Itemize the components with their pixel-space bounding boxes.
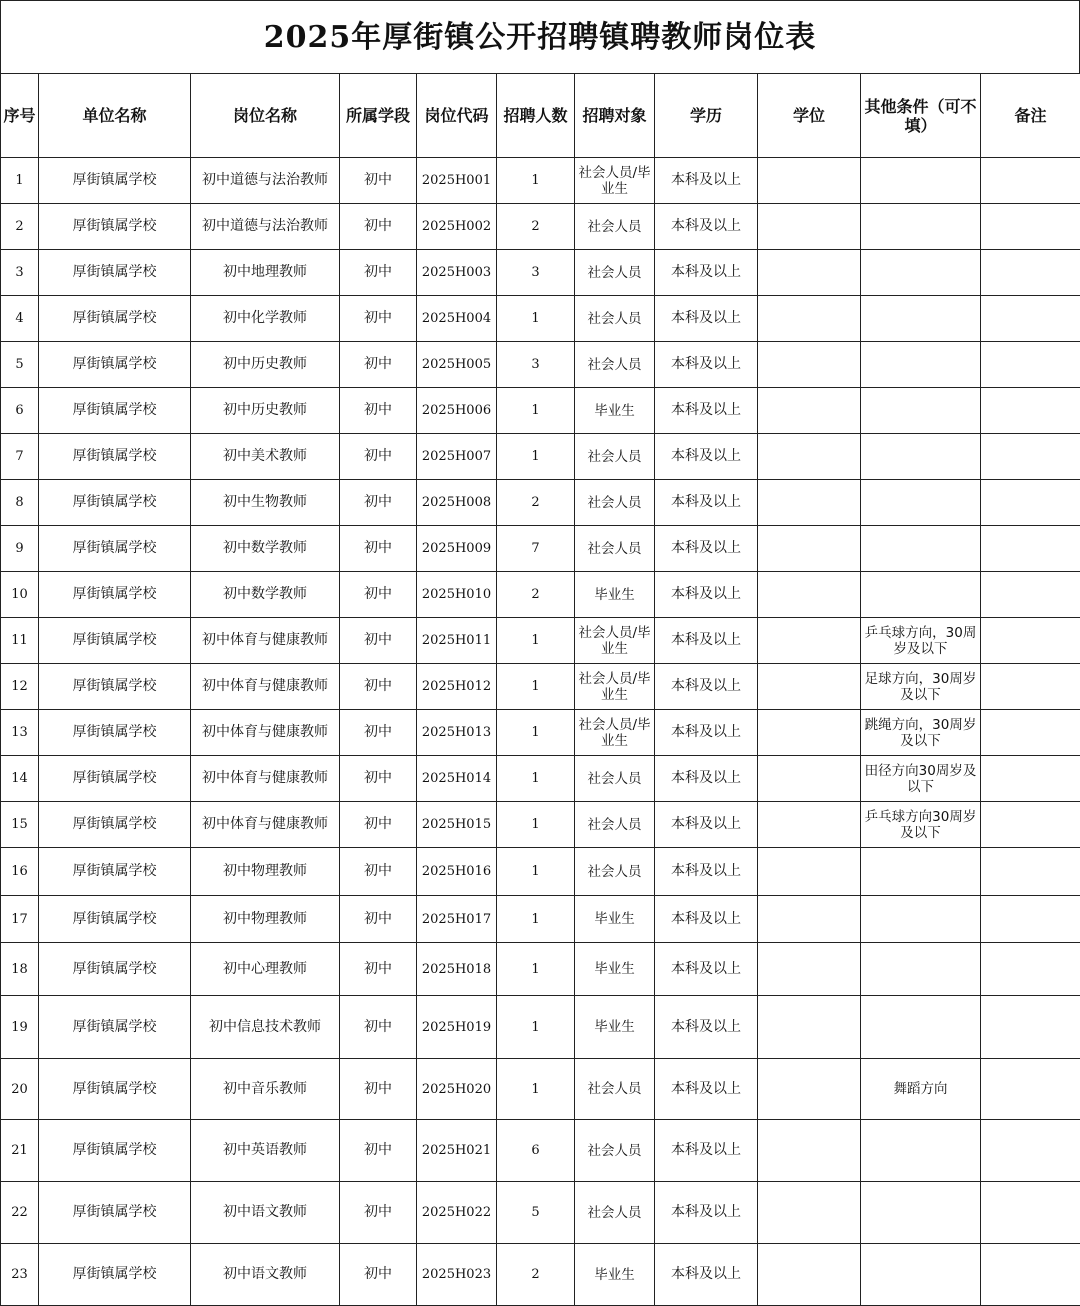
cell-note [981, 1120, 1080, 1182]
cell-education: 本科及以上 [655, 1244, 758, 1306]
cell-unit: 厚街镇属学校 [39, 848, 191, 896]
cell-note [981, 710, 1080, 756]
table-row [1, 158, 1080, 204]
cell-unit: 厚街镇属学校 [39, 1059, 191, 1120]
col-header-degree: 学位 [758, 74, 861, 158]
cell-position: 初中数学教师 [191, 572, 340, 618]
cell-degree [758, 342, 861, 388]
cell-count: 1 [497, 434, 575, 480]
cell-other [861, 526, 981, 572]
cell-position: 初中英语教师 [191, 1120, 340, 1182]
cell-stage: 初中 [340, 802, 417, 848]
cell-other [861, 250, 981, 296]
col-header-code: 岗位代码 [417, 74, 497, 158]
cell-education: 本科及以上 [655, 480, 758, 526]
cell-target: 社会人员 [575, 296, 655, 342]
cell-degree [758, 943, 861, 996]
cell-note [981, 480, 1080, 526]
cell-other [861, 158, 981, 204]
cell-target: 社会人员 [575, 526, 655, 572]
cell-seq: 8 [1, 480, 39, 526]
cell-unit: 厚街镇属学校 [39, 250, 191, 296]
cell-position: 初中美术教师 [191, 434, 340, 480]
cell-unit: 厚街镇属学校 [39, 618, 191, 664]
table-row [1, 943, 1080, 996]
cell-count: 2 [497, 480, 575, 526]
cell-unit: 厚街镇属学校 [39, 296, 191, 342]
cell-code: 2025H002 [417, 204, 497, 250]
cell-code: 2025H018 [417, 943, 497, 996]
cell-position: 初中心理教师 [191, 943, 340, 996]
cell-seq: 6 [1, 388, 39, 434]
table-row [1, 664, 1080, 710]
cell-other [861, 1182, 981, 1244]
cell-position: 初中地理教师 [191, 250, 340, 296]
cell-count: 2 [497, 572, 575, 618]
cell-count: 1 [497, 158, 575, 204]
cell-position: 初中道德与法治教师 [191, 204, 340, 250]
cell-other: 舞蹈方向 [861, 1059, 981, 1120]
cell-count: 1 [497, 943, 575, 996]
cell-count: 1 [497, 756, 575, 802]
cell-count: 3 [497, 250, 575, 296]
cell-other [861, 1244, 981, 1306]
cell-education: 本科及以上 [655, 710, 758, 756]
cell-position: 初中历史教师 [191, 388, 340, 434]
cell-note [981, 158, 1080, 204]
cell-unit: 厚街镇属学校 [39, 943, 191, 996]
cell-target: 社会人员 [575, 756, 655, 802]
cell-degree [758, 848, 861, 896]
cell-other [861, 296, 981, 342]
cell-code: 2025H020 [417, 1059, 497, 1120]
cell-degree [758, 756, 861, 802]
cell-seq: 21 [1, 1120, 39, 1182]
cell-position: 初中信息技术教师 [191, 996, 340, 1059]
cell-seq: 1 [1, 158, 39, 204]
cell-note [981, 204, 1080, 250]
cell-target: 社会人员 [575, 204, 655, 250]
cell-note [981, 664, 1080, 710]
cell-code: 2025H005 [417, 342, 497, 388]
cell-unit: 厚街镇属学校 [39, 526, 191, 572]
cell-position: 初中音乐教师 [191, 1059, 340, 1120]
cell-position: 初中体育与健康教师 [191, 802, 340, 848]
table-row [1, 1182, 1080, 1244]
positions-table [0, 73, 1080, 1306]
cell-seq: 7 [1, 434, 39, 480]
cell-target: 毕业生 [575, 943, 655, 996]
cell-count: 1 [497, 896, 575, 943]
cell-unit: 厚街镇属学校 [39, 996, 191, 1059]
cell-code: 2025H012 [417, 664, 497, 710]
cell-degree [758, 896, 861, 943]
cell-other: 乒乓球方向，30周岁及以下 [861, 618, 981, 664]
table-row [1, 388, 1080, 434]
cell-target: 毕业生 [575, 996, 655, 1059]
cell-unit: 厚街镇属学校 [39, 480, 191, 526]
cell-count: 1 [497, 664, 575, 710]
cell-code: 2025H006 [417, 388, 497, 434]
cell-degree [758, 296, 861, 342]
cell-code: 2025H023 [417, 1244, 497, 1306]
cell-note [981, 434, 1080, 480]
cell-target: 社会人员 [575, 480, 655, 526]
cell-unit: 厚街镇属学校 [39, 896, 191, 943]
table-row [1, 848, 1080, 896]
cell-count: 1 [497, 848, 575, 896]
cell-seq: 17 [1, 896, 39, 943]
cell-count: 2 [497, 1244, 575, 1306]
cell-education: 本科及以上 [655, 996, 758, 1059]
cell-unit: 厚街镇属学校 [39, 434, 191, 480]
cell-other [861, 996, 981, 1059]
cell-stage: 初中 [340, 1120, 417, 1182]
cell-position: 初中化学教师 [191, 296, 340, 342]
page-title: 2025年厚街镇公开招聘镇聘教师岗位表 [0, 0, 1080, 73]
table-row [1, 802, 1080, 848]
cell-unit: 厚街镇属学校 [39, 1244, 191, 1306]
cell-education: 本科及以上 [655, 204, 758, 250]
table-row [1, 710, 1080, 756]
cell-target: 社会人员/毕业生 [575, 618, 655, 664]
col-header-target: 招聘对象 [575, 74, 655, 158]
cell-seq: 18 [1, 943, 39, 996]
cell-education: 本科及以上 [655, 896, 758, 943]
cell-education: 本科及以上 [655, 618, 758, 664]
cell-code: 2025H001 [417, 158, 497, 204]
cell-other [861, 434, 981, 480]
cell-target: 社会人员 [575, 434, 655, 480]
cell-note [981, 802, 1080, 848]
table-row [1, 250, 1080, 296]
cell-other: 跳绳方向，30周岁及以下 [861, 710, 981, 756]
cell-count: 1 [497, 802, 575, 848]
table-row [1, 434, 1080, 480]
cell-count: 6 [497, 1120, 575, 1182]
cell-unit: 厚街镇属学校 [39, 572, 191, 618]
cell-stage: 初中 [340, 710, 417, 756]
cell-code: 2025H015 [417, 802, 497, 848]
cell-count: 1 [497, 996, 575, 1059]
cell-target: 社会人员/毕业生 [575, 158, 655, 204]
cell-position: 初中语文教师 [191, 1182, 340, 1244]
col-header-count: 招聘人数 [497, 74, 575, 158]
cell-other [861, 1120, 981, 1182]
cell-count: 1 [497, 296, 575, 342]
cell-education: 本科及以上 [655, 1182, 758, 1244]
cell-count: 5 [497, 1182, 575, 1244]
cell-code: 2025H010 [417, 572, 497, 618]
cell-stage: 初中 [340, 996, 417, 1059]
cell-position: 初中数学教师 [191, 526, 340, 572]
cell-seq: 19 [1, 996, 39, 1059]
cell-education: 本科及以上 [655, 1120, 758, 1182]
cell-unit: 厚街镇属学校 [39, 664, 191, 710]
cell-other: 乒乓球方向30周岁及以下 [861, 802, 981, 848]
col-header-position: 岗位名称 [191, 74, 340, 158]
cell-target: 社会人员/毕业生 [575, 710, 655, 756]
table-row [1, 204, 1080, 250]
cell-position: 初中物理教师 [191, 848, 340, 896]
table-row [1, 618, 1080, 664]
cell-education: 本科及以上 [655, 802, 758, 848]
cell-stage: 初中 [340, 250, 417, 296]
cell-degree [758, 480, 861, 526]
cell-other [861, 943, 981, 996]
table-row [1, 996, 1080, 1059]
table-row [1, 1059, 1080, 1120]
col-header-stage: 所属学段 [340, 74, 417, 158]
cell-code: 2025H009 [417, 526, 497, 572]
cell-position: 初中体育与健康教师 [191, 756, 340, 802]
cell-stage: 初中 [340, 848, 417, 896]
cell-education: 本科及以上 [655, 388, 758, 434]
cell-seq: 14 [1, 756, 39, 802]
cell-education: 本科及以上 [655, 1059, 758, 1120]
cell-position: 初中语文教师 [191, 1244, 340, 1306]
cell-unit: 厚街镇属学校 [39, 756, 191, 802]
cell-count: 1 [497, 710, 575, 756]
cell-education: 本科及以上 [655, 296, 758, 342]
cell-target: 毕业生 [575, 1244, 655, 1306]
cell-note [981, 526, 1080, 572]
cell-code: 2025H017 [417, 896, 497, 943]
cell-unit: 厚街镇属学校 [39, 158, 191, 204]
cell-seq: 20 [1, 1059, 39, 1120]
cell-position: 初中物理教师 [191, 896, 340, 943]
cell-note [981, 896, 1080, 943]
cell-note [981, 572, 1080, 618]
cell-stage: 初中 [340, 943, 417, 996]
cell-degree [758, 204, 861, 250]
cell-position: 初中体育与健康教师 [191, 618, 340, 664]
cell-position: 初中体育与健康教师 [191, 664, 340, 710]
col-header-seq: 序号 [1, 74, 39, 158]
cell-degree [758, 1182, 861, 1244]
cell-education: 本科及以上 [655, 756, 758, 802]
cell-target: 社会人员 [575, 848, 655, 896]
table-row [1, 1120, 1080, 1182]
col-header-other: 其他条件（可不填） [861, 74, 981, 158]
cell-position: 初中生物教师 [191, 480, 340, 526]
cell-education: 本科及以上 [655, 526, 758, 572]
table-row [1, 1244, 1080, 1306]
cell-code: 2025H013 [417, 710, 497, 756]
cell-seq: 15 [1, 802, 39, 848]
col-header-unit: 单位名称 [39, 74, 191, 158]
cell-other [861, 896, 981, 943]
cell-stage: 初中 [340, 572, 417, 618]
cell-unit: 厚街镇属学校 [39, 802, 191, 848]
cell-note [981, 250, 1080, 296]
cell-target: 社会人员 [575, 802, 655, 848]
cell-degree [758, 434, 861, 480]
cell-count: 7 [497, 526, 575, 572]
cell-seq: 11 [1, 618, 39, 664]
cell-target: 社会人员 [575, 342, 655, 388]
table-row [1, 480, 1080, 526]
cell-code: 2025H016 [417, 848, 497, 896]
cell-code: 2025H014 [417, 756, 497, 802]
cell-target: 社会人员/毕业生 [575, 664, 655, 710]
cell-education: 本科及以上 [655, 434, 758, 480]
cell-degree [758, 250, 861, 296]
cell-code: 2025H021 [417, 1120, 497, 1182]
cell-stage: 初中 [340, 342, 417, 388]
cell-target: 社会人员 [575, 1059, 655, 1120]
cell-note [981, 943, 1080, 996]
cell-code: 2025H022 [417, 1182, 497, 1244]
cell-note [981, 848, 1080, 896]
table-body [1, 158, 1080, 1306]
cell-unit: 厚街镇属学校 [39, 1182, 191, 1244]
cell-seq: 16 [1, 848, 39, 896]
cell-seq: 4 [1, 296, 39, 342]
cell-stage: 初中 [340, 896, 417, 943]
cell-stage: 初中 [340, 1182, 417, 1244]
cell-degree [758, 1059, 861, 1120]
cell-degree [758, 664, 861, 710]
table-row [1, 526, 1080, 572]
cell-degree [758, 572, 861, 618]
cell-unit: 厚街镇属学校 [39, 710, 191, 756]
cell-seq: 2 [1, 204, 39, 250]
cell-education: 本科及以上 [655, 250, 758, 296]
table-row [1, 756, 1080, 802]
cell-position: 初中体育与健康教师 [191, 710, 340, 756]
cell-count: 1 [497, 388, 575, 434]
cell-code: 2025H004 [417, 296, 497, 342]
cell-degree [758, 802, 861, 848]
cell-degree [758, 710, 861, 756]
cell-note [981, 618, 1080, 664]
cell-target: 毕业生 [575, 388, 655, 434]
cell-stage: 初中 [340, 1244, 417, 1306]
cell-seq: 9 [1, 526, 39, 572]
cell-unit: 厚街镇属学校 [39, 1120, 191, 1182]
col-header-education: 学历 [655, 74, 758, 158]
table-row [1, 296, 1080, 342]
cell-other [861, 342, 981, 388]
cell-position: 初中道德与法治教师 [191, 158, 340, 204]
cell-code: 2025H019 [417, 996, 497, 1059]
cell-seq: 5 [1, 342, 39, 388]
cell-stage: 初中 [340, 480, 417, 526]
cell-other [861, 572, 981, 618]
cell-degree [758, 618, 861, 664]
cell-education: 本科及以上 [655, 848, 758, 896]
cell-stage: 初中 [340, 756, 417, 802]
cell-target: 社会人员 [575, 250, 655, 296]
cell-stage: 初中 [340, 664, 417, 710]
cell-note [981, 388, 1080, 434]
cell-stage: 初中 [340, 388, 417, 434]
cell-count: 1 [497, 618, 575, 664]
cell-stage: 初中 [340, 1059, 417, 1120]
cell-code: 2025H011 [417, 618, 497, 664]
cell-note [981, 342, 1080, 388]
cell-stage: 初中 [340, 296, 417, 342]
cell-count: 1 [497, 1059, 575, 1120]
cell-degree [758, 996, 861, 1059]
cell-note [981, 756, 1080, 802]
cell-unit: 厚街镇属学校 [39, 204, 191, 250]
cell-note [981, 296, 1080, 342]
table-row [1, 896, 1080, 943]
table-row [1, 572, 1080, 618]
cell-stage: 初中 [340, 434, 417, 480]
cell-note [981, 1059, 1080, 1120]
cell-other [861, 388, 981, 434]
table-row [1, 342, 1080, 388]
col-header-note: 备注 [981, 74, 1080, 158]
cell-code: 2025H008 [417, 480, 497, 526]
cell-target: 毕业生 [575, 572, 655, 618]
cell-education: 本科及以上 [655, 158, 758, 204]
cell-code: 2025H003 [417, 250, 497, 296]
cell-education: 本科及以上 [655, 342, 758, 388]
cell-other: 田径方向30周岁及以下 [861, 756, 981, 802]
cell-seq: 23 [1, 1244, 39, 1306]
cell-seq: 22 [1, 1182, 39, 1244]
cell-stage: 初中 [340, 618, 417, 664]
cell-degree [758, 1244, 861, 1306]
cell-stage: 初中 [340, 204, 417, 250]
header-row [1, 74, 1080, 158]
cell-count: 2 [497, 204, 575, 250]
cell-education: 本科及以上 [655, 943, 758, 996]
cell-code: 2025H007 [417, 434, 497, 480]
cell-seq: 10 [1, 572, 39, 618]
cell-target: 社会人员 [575, 1182, 655, 1244]
cell-education: 本科及以上 [655, 572, 758, 618]
cell-degree [758, 526, 861, 572]
cell-stage: 初中 [340, 158, 417, 204]
cell-degree [758, 158, 861, 204]
cell-note [981, 1182, 1080, 1244]
cell-note [981, 1244, 1080, 1306]
cell-stage: 初中 [340, 526, 417, 572]
cell-target: 社会人员 [575, 1120, 655, 1182]
cell-count: 3 [497, 342, 575, 388]
cell-note [981, 996, 1080, 1059]
cell-seq: 3 [1, 250, 39, 296]
cell-education: 本科及以上 [655, 664, 758, 710]
cell-seq: 12 [1, 664, 39, 710]
cell-other [861, 848, 981, 896]
cell-other [861, 480, 981, 526]
cell-unit: 厚街镇属学校 [39, 388, 191, 434]
cell-unit: 厚街镇属学校 [39, 342, 191, 388]
cell-other [861, 204, 981, 250]
cell-target: 毕业生 [575, 896, 655, 943]
cell-degree [758, 388, 861, 434]
cell-other: 足球方向，30周岁及以下 [861, 664, 981, 710]
cell-seq: 13 [1, 710, 39, 756]
cell-degree [758, 1120, 861, 1182]
cell-position: 初中历史教师 [191, 342, 340, 388]
